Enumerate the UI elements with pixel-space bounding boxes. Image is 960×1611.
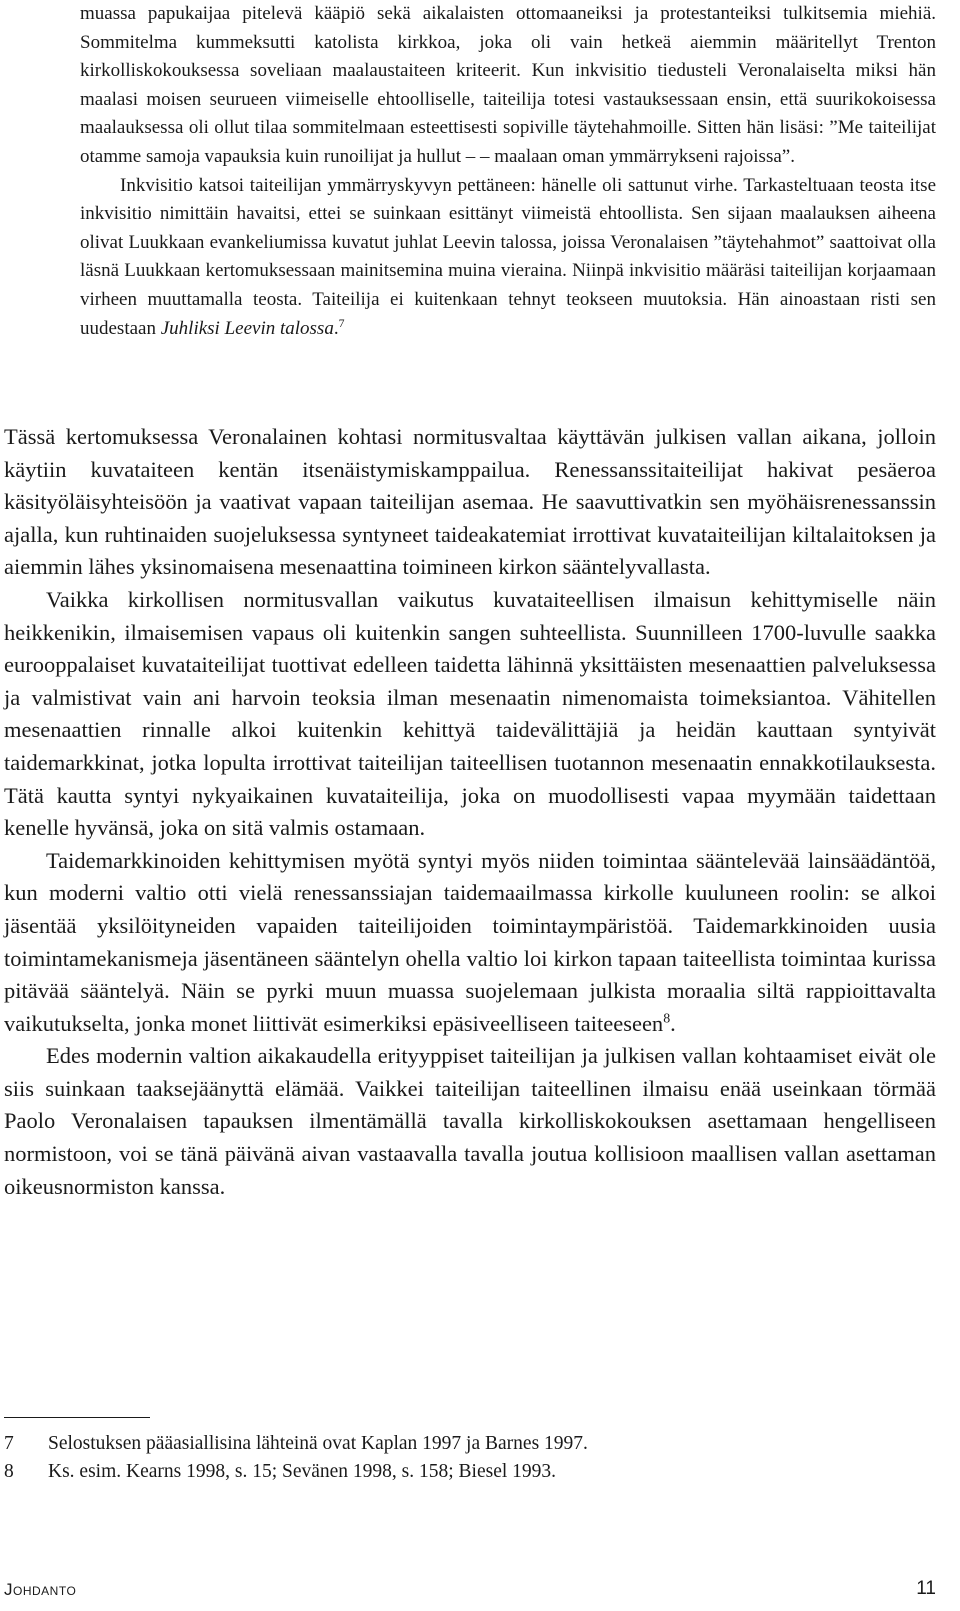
footnote-text: Ks. esim. Kearns 1998, s. 15; Sevänen 1998, s. 158; Biesel 1993. bbox=[48, 1461, 557, 1482]
footnote-ref-8[interactable]: 8 bbox=[663, 1011, 671, 1027]
main-text bbox=[4, 421, 936, 1203]
body-paragraph: Tässä kertomuksessa Veronalainen kohtasi normitusvaltaa käyttävän julkisen vallan aikana, jolloin käytiin kuvataiteen kentän itsenäistymiskamppailua. Renessanssitaiteilijat hakivat pesäeroa käsityöläisyhteisöön ja vaativat vapaan taiteilijan asemaa. He saavuttivatkin sen myöhäisrenessanssin ajalla, kun ruhtinaiden suojeluksessa syntyneet taideakatemiat irrottivat kuvataiteilijan kiltalaitoksen ja aiemmin lähes yksinomaisena mesenaattina toimineen kirkon sääntelyvallasta. bbox=[4, 424, 936, 580]
footnote-divider bbox=[4, 1417, 150, 1418]
body-paragraph: Edes modernin valtion aikakaudella erityyppiset taiteilijan ja julkisen vallan kohtaamiset eivät ole siis suinkaan taaksejäänyttä elämää. Vaikkei taiteilijan taiteellinen ilmaisu enää useinkaan törmää Paolo Veronalaisen tapauksen ilmentämällä tavalla kirkolliskokouksen asettamaan hengelliseen normistoon, voi se tänä päivänä aivan vastaavalla tavalla joutua kollisioon maallisen vallan asettaman oikeusnormiston kanssa. bbox=[4, 1043, 936, 1199]
body-paragraph: Vaikka kirkollisen normitusvallan vaikutus kuvataiteellisen ilmaisun kehittymiselle näin heikkenikin, ilmaisemisen vapaus oli kuitenkin sangen suhteellista. Suunnilleen 1700-luvulle saakka eurooppalaiset kuvataiteilijat tuottivat edelleen taidetta lähinnä yksittäisten mesenaattien palveluksessa ja valmistivat vain ani harvoin teoksia ilman mesenaatin nimenomaista toimeksiantoa. Vähitellen mesenaattien rinnalle alkoi kuitenkin kehittyä taidevälittäjiä ja heidän kauttaan syntyivät taidemarkkinat, jotka lopulta irrottivat taiteilijan taiteellisen tuotannon mesenaatin ennakkotilauksesta. Tätä kautta syntyi nykyaikainen kuvataiteilija, joka on muodollisesti vapaa myymään taidettaan kenelle hyvänsä, joka on sitä valmis ostamaan. bbox=[4, 586, 936, 841]
body-period: . bbox=[670, 1010, 676, 1036]
footnote-text: Selostuksen pääasiallisina lähteinä ovat Kaplan 1997 ja Barnes 1997. bbox=[48, 1433, 588, 1454]
block-quote bbox=[80, 0, 936, 343]
footnote-number: 7 bbox=[4, 1433, 14, 1454]
quote-paragraph bbox=[80, 172, 936, 344]
footnote-ref-7[interactable]: 7 bbox=[338, 316, 345, 330]
body-text-span: Taidemarkkinoiden kehittymisen myötä syntyi myös niiden toimintaa sääntelevää lainsäädäntöä, kun moderni valtio otti vielä renessanssiajan taidemaailmassa kirkolle kuuluneen roolin: se alkoi jäsentää yksilöityneiden vapaiden taiteilijoiden toimintaympäristöä. Taidemarkkinoiden uusia toimintamekanismeja jäsentäneen sääntelyn ohella valtio loi kirkon tapaan taiteellista toimintaa kurissa pitävää sääntelyä. Näin se pyrki muun muassa suojelemaan julkista moraalia siltä rappioittavalta vaikutukselta, jonka monet liittivät esimerkiksi epäsiveelliseen taiteeseen bbox=[4, 847, 936, 1036]
running-footer-section: Johdanto bbox=[4, 1580, 77, 1599]
page-number: 11 bbox=[916, 1578, 936, 1599]
quote-period: . bbox=[333, 317, 339, 339]
footnote-item bbox=[4, 1430, 924, 1458]
quote-paragraph: muassa papukaijaa pitelevä kääpiö sekä aikalaisten ottomaaneiksi ja protestanteiksi tulkitsemia miehiä. Sommitelma kummeksutti katolista kirkkoa, joka oli vain hetkeä aiemmin määritellyt Trenton kirkolliskokouksessa soveliaan maalaustaiteen kriteerit. Kun inkvisitio tiedusteli Veronalaiselta miksi hän maalasi moisen seurueen viimeiselle ehtoolliselle, taiteilija totesi vastauksessaan ensin, että suurikokoisessa maalauksessa oli ollut tilaa sommitelmaan esteettisesti sopiville täytehahmoille. Sitten hän lisäsi: ”Me taiteilijat otamme samoja vapauksia kuin runoilijat ja hullut – – maalaan oman ymmärrykseni rajoissa”. bbox=[80, 3, 936, 167]
quote-text: Inkvisitio katsoi taiteilijan ymmärryskyvyn pettäneen: hänelle oli sattunut virhe. Tarkasteltuaan teosta itse inkvisitio nimittäin havaitsi, ettei se suinkaan esittänyt viimeistä ehtoollista. Sen sijaan maalauksen aiheena olivat Luukkaan evankeliumissa kuvatut juhlat Leevin talossa, joissa Veronalaisen ”täytehahmot” saattoivat olla läsnä Luukkaan kertomuksessaan mainitsemina muina vieraina. Niinpä inkvisitio määräsi taiteilijan korjaamaan virheen muuttamalla teosta. Taiteilija ei kuitenkaan tehnyt teokseen muutoksia. Hän ainoastaan risti sen uudestaan bbox=[80, 174, 936, 339]
painting-title: Juhliksi Leevin talossa bbox=[160, 317, 334, 339]
footnote-number: 8 bbox=[4, 1461, 14, 1482]
footnotes bbox=[4, 1430, 924, 1486]
footnote-item bbox=[4, 1458, 924, 1486]
body-paragraph bbox=[4, 845, 936, 1041]
